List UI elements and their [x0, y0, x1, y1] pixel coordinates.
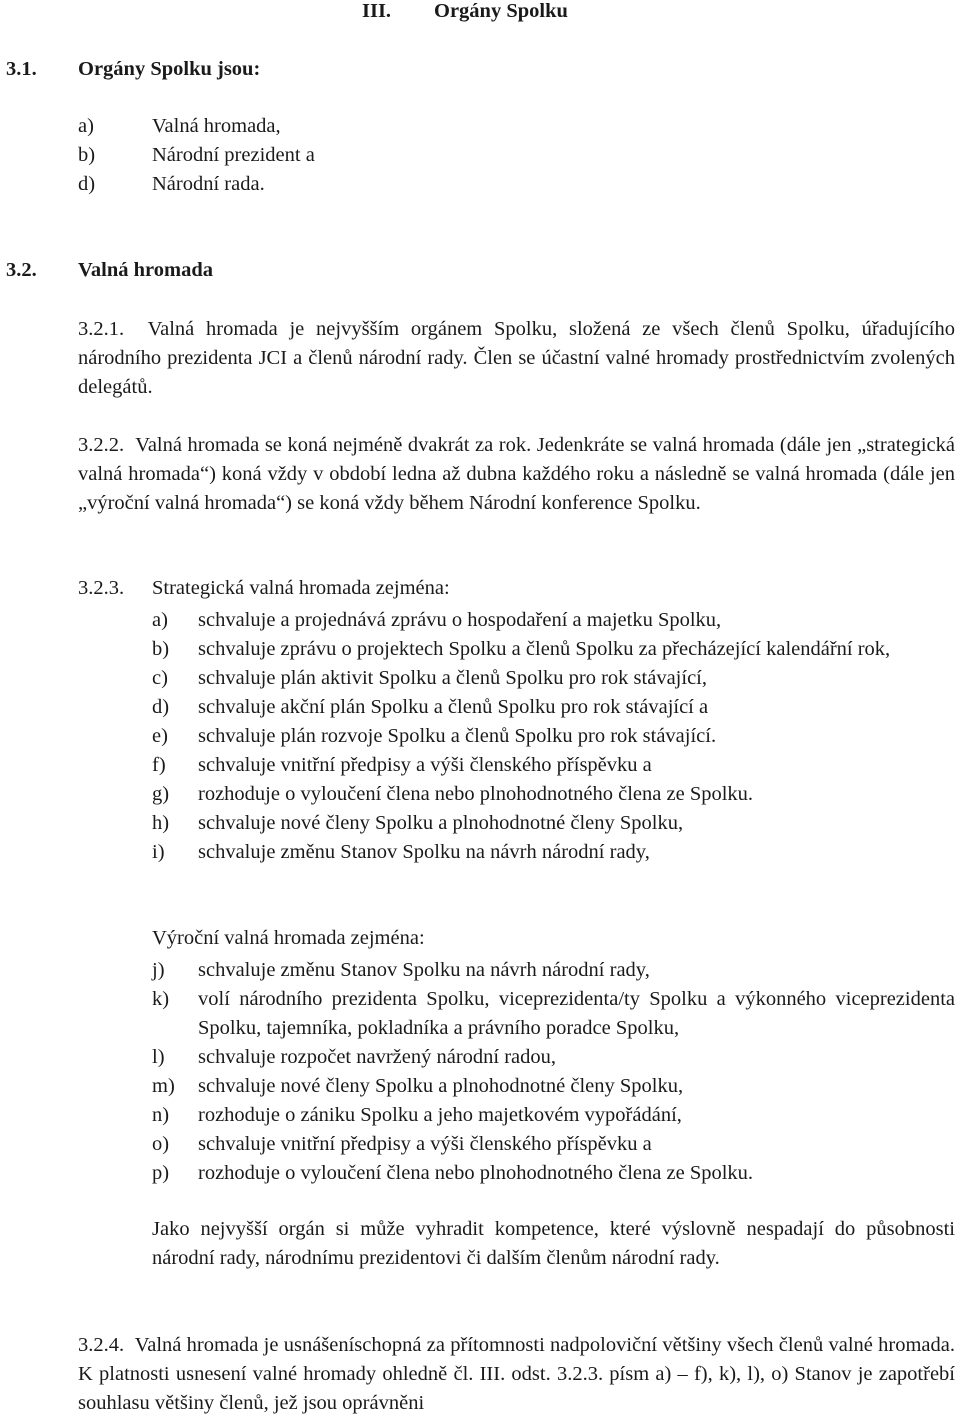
paragraph-3-2-3-number: 3.2.3.	[78, 577, 125, 599]
list-marker: d)	[152, 696, 170, 718]
list-text: schvaluje rozpočet navržený národní radou,	[198, 1046, 557, 1068]
list-text: schvaluje vnitřní předpisy a výši členského příspěvku a	[198, 754, 652, 776]
list-text: schvaluje nové členy Spolku a plnohodnotné členy Spolku,	[198, 812, 684, 834]
paragraph-text: Valná hromada se koná nejméně dvakrát za rok. Jedenkráte se valná hromada (dále jen „strategická valná hromada“) koná vždy v období ledna až dubna každého roku a následně se valná hromada (dále jen „výroční valná hromada“) se koná vždy během Národní konference Spolku.	[78, 434, 955, 514]
organ-list-marker: a)	[78, 115, 94, 137]
section-3-1-number: 3.1.	[6, 58, 37, 80]
annual-assembly-intro: Výroční valná hromada zejména:	[152, 927, 425, 949]
list-item	[152, 1072, 955, 1101]
list-text: schvaluje nové členy Spolku a plnohodnotné členy Spolku,	[198, 1075, 684, 1097]
list-text: schvaluje změnu Stanov Spolku na návrh národní rady,	[198, 841, 650, 863]
list-marker: j)	[152, 959, 165, 981]
list-marker: g)	[152, 783, 170, 805]
annual-assembly-list	[152, 956, 955, 1188]
section-3-2-number: 3.2.	[6, 259, 37, 281]
list-marker: m)	[152, 1075, 175, 1097]
chapter-number: III.	[362, 0, 392, 22]
list-item	[152, 693, 955, 722]
list-text: schvaluje změnu Stanov Spolku na návrh národní rady,	[198, 959, 650, 981]
list-marker: i)	[152, 841, 165, 863]
list-marker: h)	[152, 812, 170, 834]
list-item	[152, 606, 955, 635]
list-marker: k)	[152, 988, 170, 1010]
list-item	[152, 635, 955, 664]
list-marker: f)	[152, 754, 166, 776]
list-item	[152, 664, 955, 693]
list-item	[152, 722, 955, 751]
list-text: schvaluje zprávu o projektech Spolku a členů Spolku za přecházející kalendářní rok,	[198, 638, 891, 660]
list-marker: b)	[152, 638, 170, 660]
list-marker: c)	[152, 667, 168, 689]
list-item	[152, 956, 955, 985]
strategic-assembly-list	[152, 606, 955, 867]
paragraph-text: Valná hromada je usnášeníschopná za přítomnosti nadpoloviční většiny všech členů valné hromada. K platnosti usnesení valné hromady ohledně čl. III. odst. 3.2.3. písm a) – f), k), l), o) Stanov je zapotřebí souhlasu většiny členů, jež jsou oprávněni	[78, 1334, 955, 1414]
list-text: volí národního prezidenta Spolku, viceprezidenta/ty Spolku a výkonného viceprezidenta Spolku, tajemníka, pokladníka a právního poradce Spolku,	[198, 988, 955, 1039]
paragraph-3-2-2	[78, 431, 955, 518]
section-3-2-title: Valná hromada	[78, 259, 214, 281]
organ-list-marker: b)	[78, 144, 96, 166]
list-text: schvaluje akční plán Spolku a členů Spolku pro rok stávající a	[198, 696, 709, 718]
organ-list-marker: d)	[78, 173, 96, 195]
organ-list-item: Valná hromada,	[152, 115, 281, 137]
list-text: rozhoduje o zániku Spolku a jeho majetkovém vypořádání,	[198, 1104, 682, 1126]
list-item	[152, 1130, 955, 1159]
list-item	[152, 780, 955, 809]
list-item	[152, 809, 955, 838]
paragraph-3-2-4	[78, 1331, 955, 1418]
list-text: schvaluje a projednává zprávu o hospodaření a majetku Spolku,	[198, 609, 722, 631]
competence-reservation-text: Jako nejvyšší orgán si může vyhradit kompetence, které výslovně nespadají do působnosti národní rady, národnímu prezidentovi či dalším členům národní rady.	[152, 1218, 955, 1269]
paragraph-text: Valná hromada je nejvyšším orgánem Spolku, složená ze všech členů Spolku, úřadujícího národního prezidenta JCI a členů národní rady. Člen se účastní valné hromady prostřednictvím zvolených delegátů.	[78, 318, 955, 398]
list-marker: e)	[152, 725, 168, 747]
list-text: rozhoduje o vyloučení člena nebo plnohodnotného člena ze Spolku.	[198, 1162, 754, 1184]
list-item	[152, 751, 955, 780]
list-text: schvaluje vnitřní předpisy a výši členského příspěvku a	[198, 1133, 652, 1155]
list-marker: p)	[152, 1162, 170, 1184]
list-item	[152, 1159, 955, 1188]
paragraph-3-2-1	[78, 315, 955, 402]
list-item	[152, 838, 955, 867]
paragraph-number: 3.2.1.	[78, 318, 125, 340]
list-item	[152, 985, 955, 1043]
organ-list-item: Národní prezident a	[152, 144, 315, 166]
chapter-title: Orgány Spolku	[434, 0, 568, 22]
list-item	[152, 1043, 955, 1072]
list-text: schvaluje plán aktivit Spolku a členů Spolku pro rok stávající,	[198, 667, 707, 689]
strategic-assembly-intro: Strategická valná hromada zejména:	[152, 577, 450, 599]
list-text: rozhoduje o vyloučení člena nebo plnohodnotného člena ze Spolku.	[198, 783, 754, 805]
paragraph-number: 3.2.4.	[78, 1334, 125, 1356]
section-3-1-title: Orgány Spolku jsou:	[78, 58, 261, 80]
paragraph-number: 3.2.2.	[78, 434, 125, 456]
list-item	[152, 1101, 955, 1130]
list-marker: a)	[152, 609, 168, 631]
list-text: schvaluje plán rozvoje Spolku a členů Spolku pro rok stávající.	[198, 725, 717, 747]
organ-list-item: Národní rada.	[152, 173, 265, 195]
list-marker: l)	[152, 1046, 165, 1068]
list-marker: n)	[152, 1104, 170, 1126]
list-marker: o)	[152, 1133, 170, 1155]
